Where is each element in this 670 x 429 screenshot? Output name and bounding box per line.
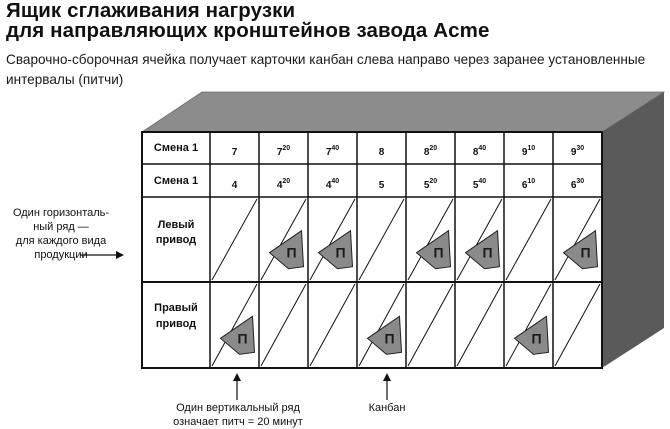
row-label-shift-b: Смена 1 (153, 175, 199, 187)
horizontal-row-annotation-line-3: для каждого вида (15, 235, 107, 247)
kanban-card-letter: П (580, 244, 591, 261)
kanban-card-letter: П (384, 330, 395, 347)
vertical-row-annotation (160, 401, 316, 429)
pitch-time-label: $5^{20}$ (423, 178, 438, 191)
pitch-time-label: $4^{20}$ (276, 178, 291, 191)
kanban-card-letter: П (335, 244, 346, 261)
pitch-time-label: $7^{40}$ (325, 145, 340, 158)
pitch-time-label: $4^{40}$ (325, 178, 340, 191)
pitch-time-label: $9^{10}$ (521, 145, 536, 158)
kanban-card-letter: П (482, 244, 493, 261)
horizontal-row-annotation-line-2: ный ряд — (33, 221, 89, 233)
row-label-left-drive-line-1: Левый (157, 219, 195, 231)
horizontal-row-annotation-line-1: Один горизонталь- (12, 207, 110, 219)
kanban-arrow (383, 373, 391, 400)
pitch-time-label: $5^{40}$ (472, 178, 487, 191)
kanban-card-letter: П (433, 244, 444, 261)
kanban-card-letter: П (286, 244, 297, 261)
pitch-time-label: $7^{20}$ (276, 145, 291, 158)
vertical-row-annotation-line-2: означает питч = 20 минут (173, 416, 303, 428)
title-line-2: для направляющих кронштейнов завода Acme (6, 19, 490, 42)
row-label-right-drive-line-2: привод (155, 318, 197, 330)
pitch-time-label: $8^{20}$ (423, 145, 438, 158)
vertical-row-annotation-line-1: Один вертикальный ряд (176, 402, 300, 414)
diagram-subtitle: Сварочно-сборочная ячейка получает карточки канбан слева направо через заранее установленные интервалы (питчи) (6, 52, 646, 87)
box-side-face (602, 92, 664, 368)
horizontal-row-annotation (6, 206, 116, 262)
pitch-time-label: $9^{30}$ (570, 145, 585, 158)
pitch-time-label: $8^{40}$ (472, 145, 487, 158)
pitch-time-label: $6^{30}$ (570, 178, 585, 191)
row-label-shift-a: Смена 1 (153, 142, 199, 154)
pitch-time-label: 4 (231, 180, 238, 191)
box-top-face (142, 92, 664, 132)
horizontal-row-annotation-line-4: продукции (34, 249, 88, 261)
kanban-annotation: Канбан (368, 402, 406, 414)
vertical-row-arrow (233, 373, 241, 400)
pitch-time-label: 7 (231, 147, 238, 158)
kanban-card-letter: П (237, 330, 248, 347)
row-label-right-drive-line-1: Правый (154, 302, 198, 314)
pitch-time-label: $6^{10}$ (521, 178, 536, 191)
pitch-time-label: 8 (378, 147, 385, 158)
kanban-card-letter: П (531, 330, 542, 347)
row-label-left-drive-line-2: привод (155, 234, 197, 246)
pitch-time-label: 5 (378, 180, 385, 191)
title-line-1: Ящик сглаживания нагрузки (6, 0, 296, 22)
